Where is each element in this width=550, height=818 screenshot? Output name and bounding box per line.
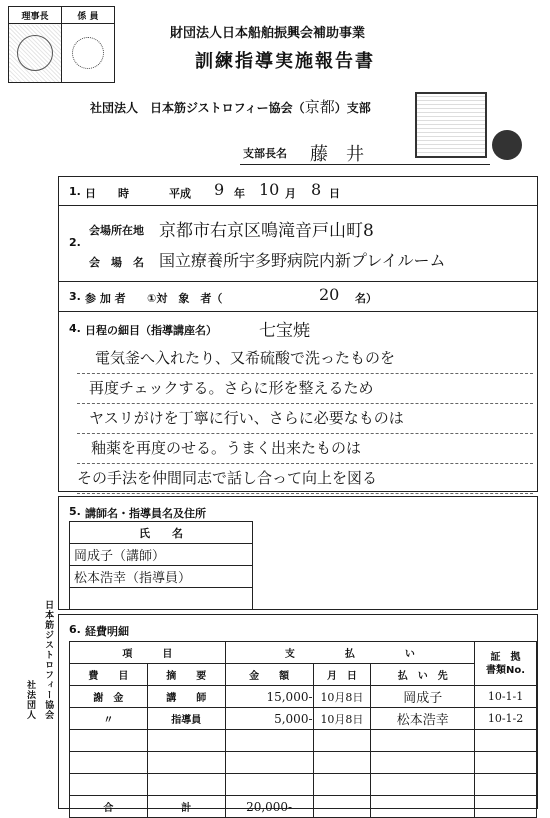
expense-row bbox=[70, 752, 537, 774]
year-value: 9 bbox=[214, 180, 225, 199]
date-cell bbox=[313, 774, 371, 796]
staff-stamp-area bbox=[62, 24, 115, 83]
payee-cell bbox=[371, 752, 475, 774]
section-6-number: 6. bbox=[69, 623, 81, 636]
report-title: 訓練指導実施報告書 bbox=[195, 51, 375, 72]
expense-cell: 〃 bbox=[70, 708, 148, 730]
section-date bbox=[58, 176, 538, 206]
total-empty-cell bbox=[313, 796, 371, 818]
section-participants bbox=[58, 282, 538, 312]
chairman-label: 理事長 bbox=[9, 7, 62, 24]
evidence-cell: 10-1-1 bbox=[475, 686, 537, 708]
venue-value: 国立療養所宇多野病院内新プレイルーム bbox=[159, 251, 446, 270]
summary-cell: 講 師 bbox=[147, 686, 225, 708]
instructor-row: 松本浩幸（指導員） bbox=[70, 566, 253, 588]
date-cell bbox=[313, 752, 371, 774]
schedule-lines bbox=[77, 344, 533, 494]
side-org-type: 社法団人 bbox=[25, 680, 35, 720]
summary-cell bbox=[147, 774, 225, 796]
amount-cell: 15,000- bbox=[225, 686, 313, 708]
section-venue bbox=[58, 206, 538, 282]
chairman-stamp-area bbox=[9, 24, 62, 83]
item-header: 項 目 bbox=[70, 642, 226, 664]
total-empty-cell bbox=[475, 796, 537, 818]
schedule-line: 電気釜へ入れたり、又希硫酸で洗ったものを bbox=[77, 344, 533, 374]
summary-header: 摘 要 bbox=[147, 664, 225, 686]
staff-seal-icon bbox=[72, 37, 104, 69]
date-cell: 10月8日 bbox=[313, 708, 371, 730]
amount-cell bbox=[225, 774, 313, 796]
amount-cell bbox=[225, 730, 313, 752]
amount-cell: 5,000- bbox=[225, 708, 313, 730]
venue-label: 会 場 名 bbox=[89, 256, 144, 269]
section-2-number: 2. bbox=[69, 236, 81, 249]
summary-cell: 指導員 bbox=[147, 708, 225, 730]
evidence-label: 証 拠 bbox=[490, 651, 521, 663]
expenses-label: 経費明細 bbox=[85, 625, 129, 638]
expense-cell bbox=[70, 730, 148, 752]
instructor-row: 岡成子（講師） bbox=[70, 544, 253, 566]
date-cell: 10月8日 bbox=[313, 686, 371, 708]
report-subtitle: 財団法人日本船舶振興会補助事業 bbox=[170, 26, 366, 41]
branch-head-label: 支部長名 bbox=[243, 147, 287, 160]
address-label: 会場所在地 bbox=[89, 224, 144, 237]
branch-head-name: 藤 井 bbox=[310, 144, 364, 165]
expense-cell: 謝 金 bbox=[70, 686, 148, 708]
month-unit: 月 bbox=[285, 187, 296, 200]
era-label: 平成 bbox=[169, 187, 191, 200]
association-seal-icon bbox=[415, 92, 487, 158]
head-seal-icon bbox=[492, 130, 522, 160]
participants-label: 参 加 者 bbox=[85, 292, 126, 305]
instructor-table bbox=[69, 521, 253, 610]
section-schedule bbox=[58, 312, 538, 492]
branch-head-underline bbox=[240, 164, 490, 165]
day-value: 8 bbox=[311, 180, 322, 199]
expense-row bbox=[70, 774, 537, 796]
address-value: 京都市右京区鳴滝音戸山町8 bbox=[159, 221, 374, 241]
association-name: 社団法人 日本筋ジストロフィー協会（ bbox=[90, 101, 305, 115]
evidence-header bbox=[475, 642, 537, 686]
association-line bbox=[90, 96, 371, 117]
count-unit: 名） bbox=[355, 292, 377, 305]
date-cell bbox=[313, 730, 371, 752]
branch-name: 京都 bbox=[304, 98, 335, 116]
name-column-header: 氏 名 bbox=[70, 522, 253, 544]
instructors-label: 講師名・指導員名及住所 bbox=[85, 507, 206, 520]
chairman-seal-icon bbox=[17, 35, 53, 71]
year-unit: 年 bbox=[234, 187, 245, 200]
branch-label: ）支部 bbox=[334, 101, 371, 115]
expense-cell bbox=[70, 774, 148, 796]
target-label: ①対 象 者（ bbox=[147, 292, 223, 305]
schedule-line: ヤスリがけを丁寧に行い、さらに必要なものは bbox=[77, 404, 533, 434]
staff-label: 係 員 bbox=[62, 7, 115, 24]
expense-row bbox=[70, 730, 537, 752]
schedule-line: 再度チェックする。さらに形を整えるため bbox=[77, 374, 533, 404]
course-name: 七宝焼 bbox=[259, 321, 310, 341]
date-header: 月 日 bbox=[313, 664, 371, 686]
total-label-2: 計 bbox=[147, 796, 225, 818]
summary-cell bbox=[147, 752, 225, 774]
section-1-number: 1. bbox=[69, 185, 81, 198]
payee-header: 払 い 先 bbox=[371, 664, 475, 686]
payee-cell bbox=[371, 774, 475, 796]
day-unit: 日 bbox=[329, 187, 340, 200]
summary-cell bbox=[147, 730, 225, 752]
approval-stamp-boxes bbox=[8, 6, 115, 83]
expense-cell bbox=[70, 752, 148, 774]
payee-cell: 岡成子 bbox=[371, 686, 475, 708]
section-instructors bbox=[58, 496, 538, 610]
amount-header: 金 額 bbox=[225, 664, 313, 686]
total-empty-cell bbox=[371, 796, 475, 818]
total-amount: 20,000- bbox=[225, 796, 313, 818]
payee-cell bbox=[371, 730, 475, 752]
date-label: 日 時 bbox=[85, 187, 129, 200]
evidence-cell bbox=[475, 774, 537, 796]
month-value: 10 bbox=[259, 180, 280, 199]
schedule-line: 釉薬を再度のせる。うまく出来たものは bbox=[77, 434, 533, 464]
evidence-cell: 10-1-2 bbox=[475, 708, 537, 730]
section-5-number: 5. bbox=[69, 505, 81, 518]
schedule-line: その手法を仲間同志で話し合って向上を図る bbox=[77, 464, 533, 494]
amount-cell bbox=[225, 752, 313, 774]
participant-count: 20 bbox=[319, 285, 340, 304]
evidence-cell bbox=[475, 752, 537, 774]
schedule-label: 日程の細目（指導講座名） bbox=[85, 324, 217, 337]
evidence-cell bbox=[475, 730, 537, 752]
side-org-name: 日本筋ジストロフィー協会 bbox=[43, 600, 54, 720]
side-org-text bbox=[24, 600, 237, 724]
payee-cell: 松本浩幸 bbox=[371, 708, 475, 730]
expense-header: 費 目 bbox=[70, 664, 148, 686]
section-3-number: 3. bbox=[69, 290, 81, 303]
total-label: 合 bbox=[70, 796, 148, 818]
evidence-no-label: 書類No. bbox=[486, 664, 526, 676]
payment-header: 支 払 い bbox=[225, 642, 474, 664]
section-4-number: 4. bbox=[69, 322, 81, 335]
total-row bbox=[70, 796, 537, 818]
